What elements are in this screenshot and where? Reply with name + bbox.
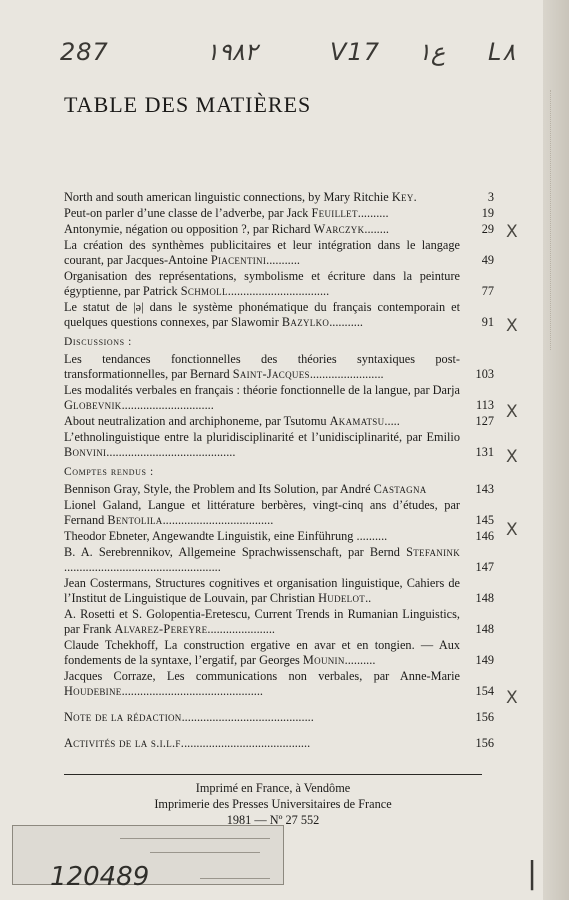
leader-dots: .................................	[227, 284, 330, 298]
imprint	[64, 780, 482, 828]
entry-text: About neutralization and archiphoneme, par Tsutomu	[64, 414, 327, 428]
page-number: 147	[475, 560, 494, 574]
entry-author: Piacentini	[210, 253, 267, 267]
entry-author: Stefanink	[406, 545, 460, 559]
leader-dots: ......................	[207, 622, 276, 636]
imprint-line: 1981 — Nº 27 552	[226, 813, 320, 827]
page-number: 148	[475, 591, 494, 605]
toc-entry	[64, 269, 494, 299]
entry-text: Activités de la s.i.l.f.	[64, 736, 185, 750]
handwritten-note: ع١	[418, 38, 446, 66]
page-number: 156	[475, 736, 494, 750]
stamp-line	[120, 838, 270, 839]
entry-text: Jean Costermans, Structures cognitives et organisation linguistique, Cahiers de l’Institut de Linguistique de Louvain, par Christian	[64, 576, 460, 605]
entry-text: Antonymie, négation ou opposition ?, par Richard	[64, 222, 311, 236]
page-edge	[543, 0, 569, 900]
entry-author: Bonvini	[64, 445, 107, 459]
entry-author: Schmoll	[180, 284, 228, 298]
entry-text: Note de la rédaction	[64, 710, 182, 724]
entry-text: Les modalités verbales en français : théorie fonctionnelle de la langue, par Darja	[64, 383, 460, 397]
leader-dots: ...........	[266, 253, 300, 267]
toc-entry-note	[64, 710, 494, 725]
entry-text: Peut-on parler d’une classe de l’adverbe, par Jack	[64, 206, 309, 220]
entry-author: Castagna	[373, 482, 427, 496]
leader-dots: .........................................	[184, 736, 311, 750]
toc-entry	[64, 669, 494, 699]
entry-text: Theodor Ebneter, Angewandte Linguistik, eine Einführung	[64, 529, 354, 543]
entry-text: La création des synthèmes publicitaires et leur intégration dans le langage courant, par Jacques-Antoine	[64, 238, 460, 267]
toc-entry	[64, 414, 494, 429]
edge-marks	[550, 90, 565, 350]
pencil-x-mark: X	[506, 688, 518, 708]
entry-author: Alvarez-Pereyre	[114, 622, 208, 636]
pencil-x-mark: X	[506, 316, 518, 336]
entry-author: Hudelot	[318, 591, 366, 605]
toc-entry	[64, 300, 494, 330]
pencil-x-mark: X	[506, 222, 518, 242]
toc-entry	[64, 482, 494, 497]
entry-text: Jacques Corraze, Les communications non verbales, par Anne-Marie	[64, 669, 460, 683]
toc-entry	[64, 190, 494, 205]
toc-entry	[64, 576, 494, 606]
entry-text: North and south american linguistic connections, by Mary Ritchie	[64, 190, 389, 204]
entry-author: Key	[391, 190, 414, 204]
leader-dots: .....	[384, 414, 400, 428]
entry-text: L’ethnolinguistique entre la pluridisciplinarité et l’unidisciplinarité, par Emilio	[64, 430, 460, 444]
leader-dots: ..........	[356, 529, 388, 543]
entry-author: Feuillet	[311, 206, 358, 220]
margin-scrawl: |	[527, 856, 538, 891]
page-number: 77	[481, 284, 494, 298]
leader-dots: ..............................................	[121, 684, 263, 698]
toc-entry	[64, 607, 494, 637]
page-number: 3	[487, 190, 494, 204]
leader-dots: ..........................................	[106, 445, 236, 459]
stamp-number: 120489	[50, 862, 150, 892]
page-number: 156	[475, 710, 494, 724]
page-number: 91	[481, 315, 494, 329]
leader-dots: ...........	[329, 315, 364, 329]
toc-entry	[64, 222, 494, 237]
section-heading-discussions: Discussions :	[64, 336, 132, 348]
entry-text: Claude Tchekhoff, La construction ergative en avar et en tongien. — Aux fondements de la syntaxe, l’ergatif, par Georges	[64, 638, 460, 667]
stamp-line	[150, 852, 260, 853]
page-number: 113	[476, 398, 494, 412]
imprint-line: Imprimerie des Presses Universitaires de France	[154, 797, 392, 811]
entry-text: Les tendances fonctionnelles des théories syntaxiques post-transformationnelles, par Bernard	[64, 352, 460, 381]
handwritten-note: V17	[330, 38, 380, 66]
leader-dots: ..	[365, 591, 372, 605]
leader-dots: ....................................	[162, 513, 274, 527]
toc-entry	[64, 529, 494, 544]
pencil-x-mark: X	[506, 447, 518, 467]
page-number: 131	[475, 445, 494, 459]
toc-entry-activites	[64, 736, 494, 751]
toc-entry	[64, 545, 494, 575]
toc-entry	[64, 206, 494, 221]
page-number: 154	[475, 684, 494, 698]
page-number: 19	[481, 206, 494, 220]
entry-author: Akamatsu	[329, 414, 385, 428]
entry-author: Houdebine	[64, 684, 122, 698]
entry-text: Le statut de |ə| dans le système phonématique du français contemporain et quelques questions connexes, par Slawomir	[64, 300, 460, 329]
pencil-x-mark: X	[506, 402, 518, 422]
entry-text: Organisation des représentations, symbolisme et écriture dans la peinture égyptienne, par Patrick	[64, 269, 460, 298]
section-heading-comptes-rendus: Comptes rendus :	[64, 466, 154, 478]
toc-entry	[64, 383, 494, 413]
page-number: 103	[475, 367, 494, 381]
toc-entry	[64, 238, 494, 268]
leader-dots: ...................................................	[64, 560, 221, 574]
entry-author: Mounin	[302, 653, 345, 667]
stamp-line	[200, 878, 270, 879]
entry-author: Warczyk	[313, 222, 365, 236]
page-number: 49	[481, 253, 494, 267]
entry-author: Globevnik	[64, 398, 122, 412]
toc-entry	[64, 638, 494, 668]
entry-text: B. A. Serebrennikov, Allgemeine Sprachwissenschaft, par Bernd	[64, 545, 400, 559]
table-of-contents	[64, 190, 494, 752]
page-number: 146	[475, 529, 494, 543]
leader-dots: ........	[364, 222, 389, 236]
page-number: 127	[475, 414, 494, 428]
page-number: 29	[481, 222, 494, 236]
toc-entry	[64, 430, 494, 460]
entry-author: Saint-Jacques	[232, 367, 310, 381]
leader-dots: ..............................	[121, 398, 214, 412]
entry-author: Bazylko	[281, 315, 330, 329]
leader-dots: ..........	[344, 653, 376, 667]
divider-rule	[64, 774, 482, 775]
page-number: 148	[475, 622, 494, 636]
page-number: 149	[475, 653, 494, 667]
leader-dots: ...........................................	[181, 710, 314, 724]
toc-entry	[64, 498, 494, 528]
handwritten-note: ١٩٨٢	[206, 38, 258, 66]
entry-text: Lionel Galand, Langue et littérature berbères, vingt-cinq ans d’études, par Fernand	[64, 498, 460, 527]
imprint-line: Imprimé en France, à Vendôme	[195, 781, 351, 795]
entry-text: Bennison Gray, Style, the Problem and Its Solution, par André	[64, 482, 371, 496]
handwritten-note: L٨	[488, 38, 516, 66]
page-number: 145	[475, 513, 494, 527]
entry-author: Bentolila	[107, 513, 163, 527]
page-number: 143	[475, 482, 494, 496]
toc-entry	[64, 352, 494, 382]
page-title: TABLE DES MATIÈRES	[64, 92, 312, 117]
entry-text: A. Rosetti et S. Golopentia-Eretescu, Current Trends in Rumanian Linguistics, par Frank	[64, 607, 460, 636]
leader-dots: .	[413, 190, 417, 204]
leader-dots: ........................	[309, 367, 384, 381]
leader-dots: ..........	[357, 206, 389, 220]
handwritten-note: 287	[60, 38, 109, 66]
pencil-x-mark: X	[506, 520, 518, 540]
